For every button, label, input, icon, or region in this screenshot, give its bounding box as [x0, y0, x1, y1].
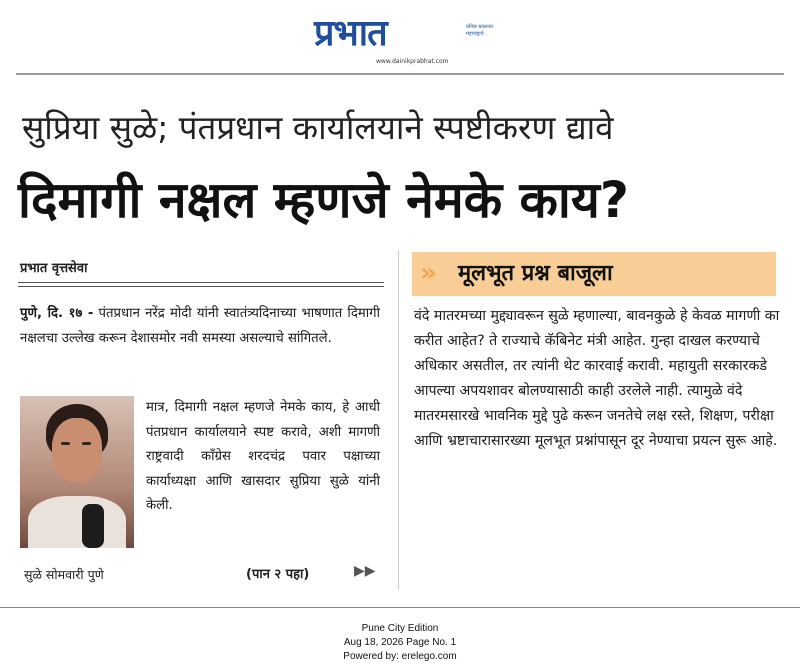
photo-caption: सुळे सोमवारी पुणे — [24, 567, 104, 582]
byline: प्रभात वृत्तसेवा — [20, 261, 88, 276]
byline-rule — [18, 282, 384, 283]
microphone-icon — [82, 504, 104, 548]
logo-url[interactable]: www.dainikprabhat.com — [376, 58, 449, 65]
column-divider — [398, 250, 399, 590]
footer-divider — [0, 607, 800, 608]
article-lead-paragraph — [20, 302, 380, 351]
footer-powered-by[interactable]: Powered by: erelego.com — [343, 651, 457, 662]
photo-dress — [28, 496, 126, 548]
sidebar-body: वंदे मातरमच्या मुद्द्यावरून सुळे म्हणाल्या, बावनकुळे हे केवळ मागणी का करीत आहेत? ते राज्याचे कॅबिनेट मंत्री आहेत. गुन्हा दाखल करण्याचे अधिकार असतील, तर त्यांनी थेट कारवाई करावी. महायुती सरकारकडे आपल्या अपयशावर बोलण्यासाठी काही उरलेले नाही. त्यामुळे वंदे मातरमसारखे भावनिक मुद्दे पुढे करून जनतेचे लक्ष रस्ते, शिक्षण, परीक्षा आणि भ्रष्टाचारासारख्या मूलभूत प्रश्नांपासून दूर नेण्याचा प्रयत्न सुरू आहे. — [414, 308, 780, 449]
sidebar-header — [412, 252, 776, 296]
footer-edition: Pune City Edition — [361, 623, 439, 634]
masthead-divider — [16, 73, 784, 75]
footer — [0, 622, 800, 664]
article-para-1: पंतप्रधान नरेंद्र मोदी यांनी स्वातंत्र्यदिनाच्या भाषणात दिमागी नक्षलचा उल्लेख करून देशासमोर नवी समस्या असल्याचे सांगितले. — [20, 306, 380, 346]
continued-link[interactable]: (पान २ पहा) — [246, 567, 310, 582]
article-para-2: मात्र, दिमागी नक्षल म्हणजे नेमके काय, हे आधी पंतप्रधान कार्यालयाने स्पष्ट करावे, अशी मागणी राष्ट्रवादी काँग्रेस शरदचंद्र पवार पक्षाच्या कार्याध्यक्षा आणि खासदार सुप्रिया सुळे यांनी केली. — [146, 400, 380, 513]
double-chevron-right-icon[interactable]: ▶▶ — [354, 563, 376, 579]
headline-kicker: सुप्रिया सुळे; पंतप्रधान कार्यालयाने स्पष्टीकरण द्यावे — [22, 108, 614, 147]
logo-tagline: प्रतिक बदलत्या महाराष्ट्राचे — [466, 24, 493, 37]
chevron-right-icon: » — [420, 258, 437, 288]
photo-face — [52, 418, 102, 482]
headline-main: दिमागी नक्षल म्हणजे नेमके काय? — [18, 171, 629, 229]
byline-rule-second — [18, 286, 384, 287]
sidebar-title: मूलभूत प्रश्न बाजूला — [458, 261, 613, 286]
article-photo[interactable] — [20, 396, 134, 548]
masthead — [0, 0, 800, 74]
footer-date-page: Aug 18, 2026 Page No. 1 — [343, 637, 457, 648]
dateline: पुणे, दि. १७ - — [20, 306, 94, 321]
newspaper-logo[interactable]: प्रभात — [314, 13, 387, 54]
